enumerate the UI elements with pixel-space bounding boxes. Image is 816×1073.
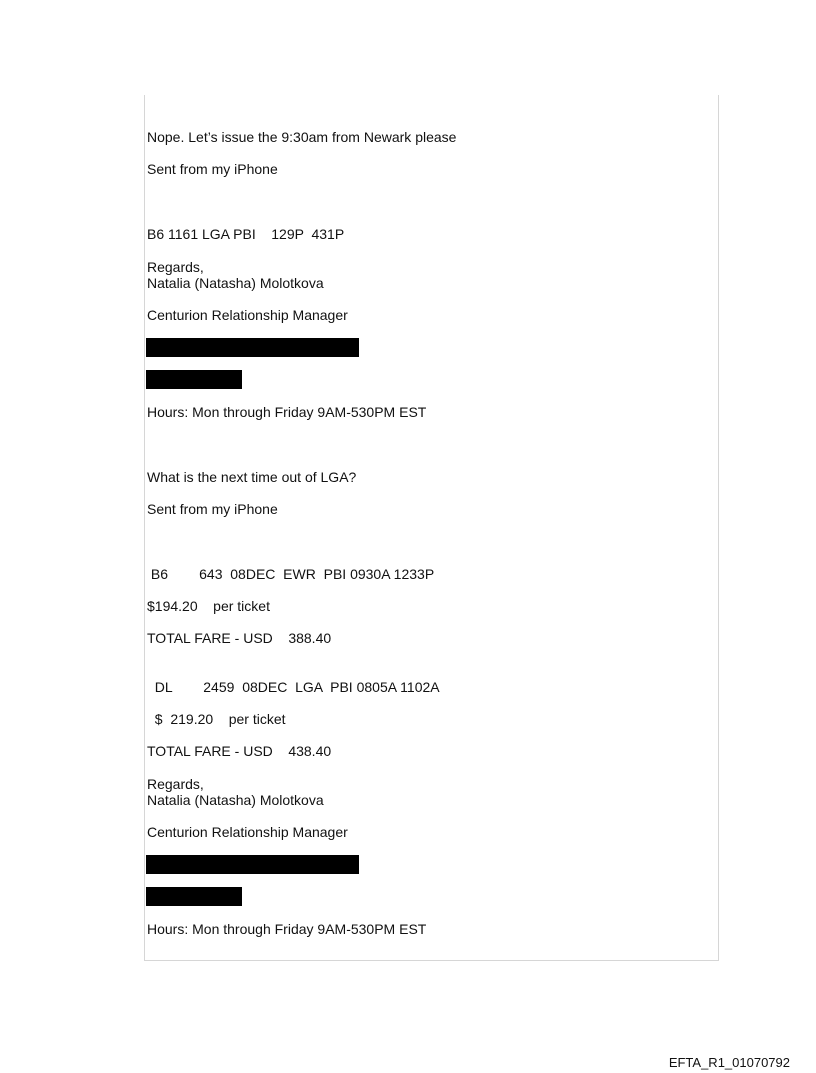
flight-option-1-total: TOTAL FARE - USD 388.40: [147, 630, 332, 646]
sent-from-signature: Sent from my iPhone: [147, 161, 278, 177]
redacted-block: [146, 887, 242, 906]
redacted-block: [146, 338, 359, 357]
flight-option-2: DL 2459 08DEC LGA PBI 0805A 1102A: [147, 679, 440, 695]
flight-option-2-price: $ 219.20 per ticket: [147, 711, 286, 727]
office-hours: Hours: Mon through Friday 9AM-530PM EST: [147, 921, 427, 937]
sent-from-signature: Sent from my iPhone: [147, 501, 278, 517]
regards-text: Regards,: [147, 259, 204, 275]
office-hours: Hours: Mon through Friday 9AM-530PM EST: [147, 404, 427, 420]
redacted-block: [146, 855, 359, 874]
regards-text: Regards,: [147, 776, 204, 792]
sender-title: Centurion Relationship Manager: [147, 307, 348, 323]
flight-option-1-price: $194.20 per ticket: [147, 598, 270, 614]
sender-title: Centurion Relationship Manager: [147, 824, 348, 840]
document-id: EFTA_R1_01070792: [668, 1055, 790, 1070]
flight-option-2-total: TOTAL FARE - USD 438.40: [147, 743, 332, 759]
reply-text: Nope. Let’s issue the 9:30am from Newark please: [147, 129, 457, 145]
sender-name: Natalia (Natasha) Molotkova: [147, 275, 324, 291]
redacted-block: [146, 370, 242, 389]
flight-info-b6-1161: B6 1161 LGA PBI 129P 431P: [147, 226, 345, 242]
flight-option-1: B6 643 08DEC EWR PBI 0930A 1233P: [147, 566, 435, 582]
sender-name: Natalia (Natasha) Molotkova: [147, 792, 324, 808]
question-text: What is the next time out of LGA?: [147, 469, 357, 485]
